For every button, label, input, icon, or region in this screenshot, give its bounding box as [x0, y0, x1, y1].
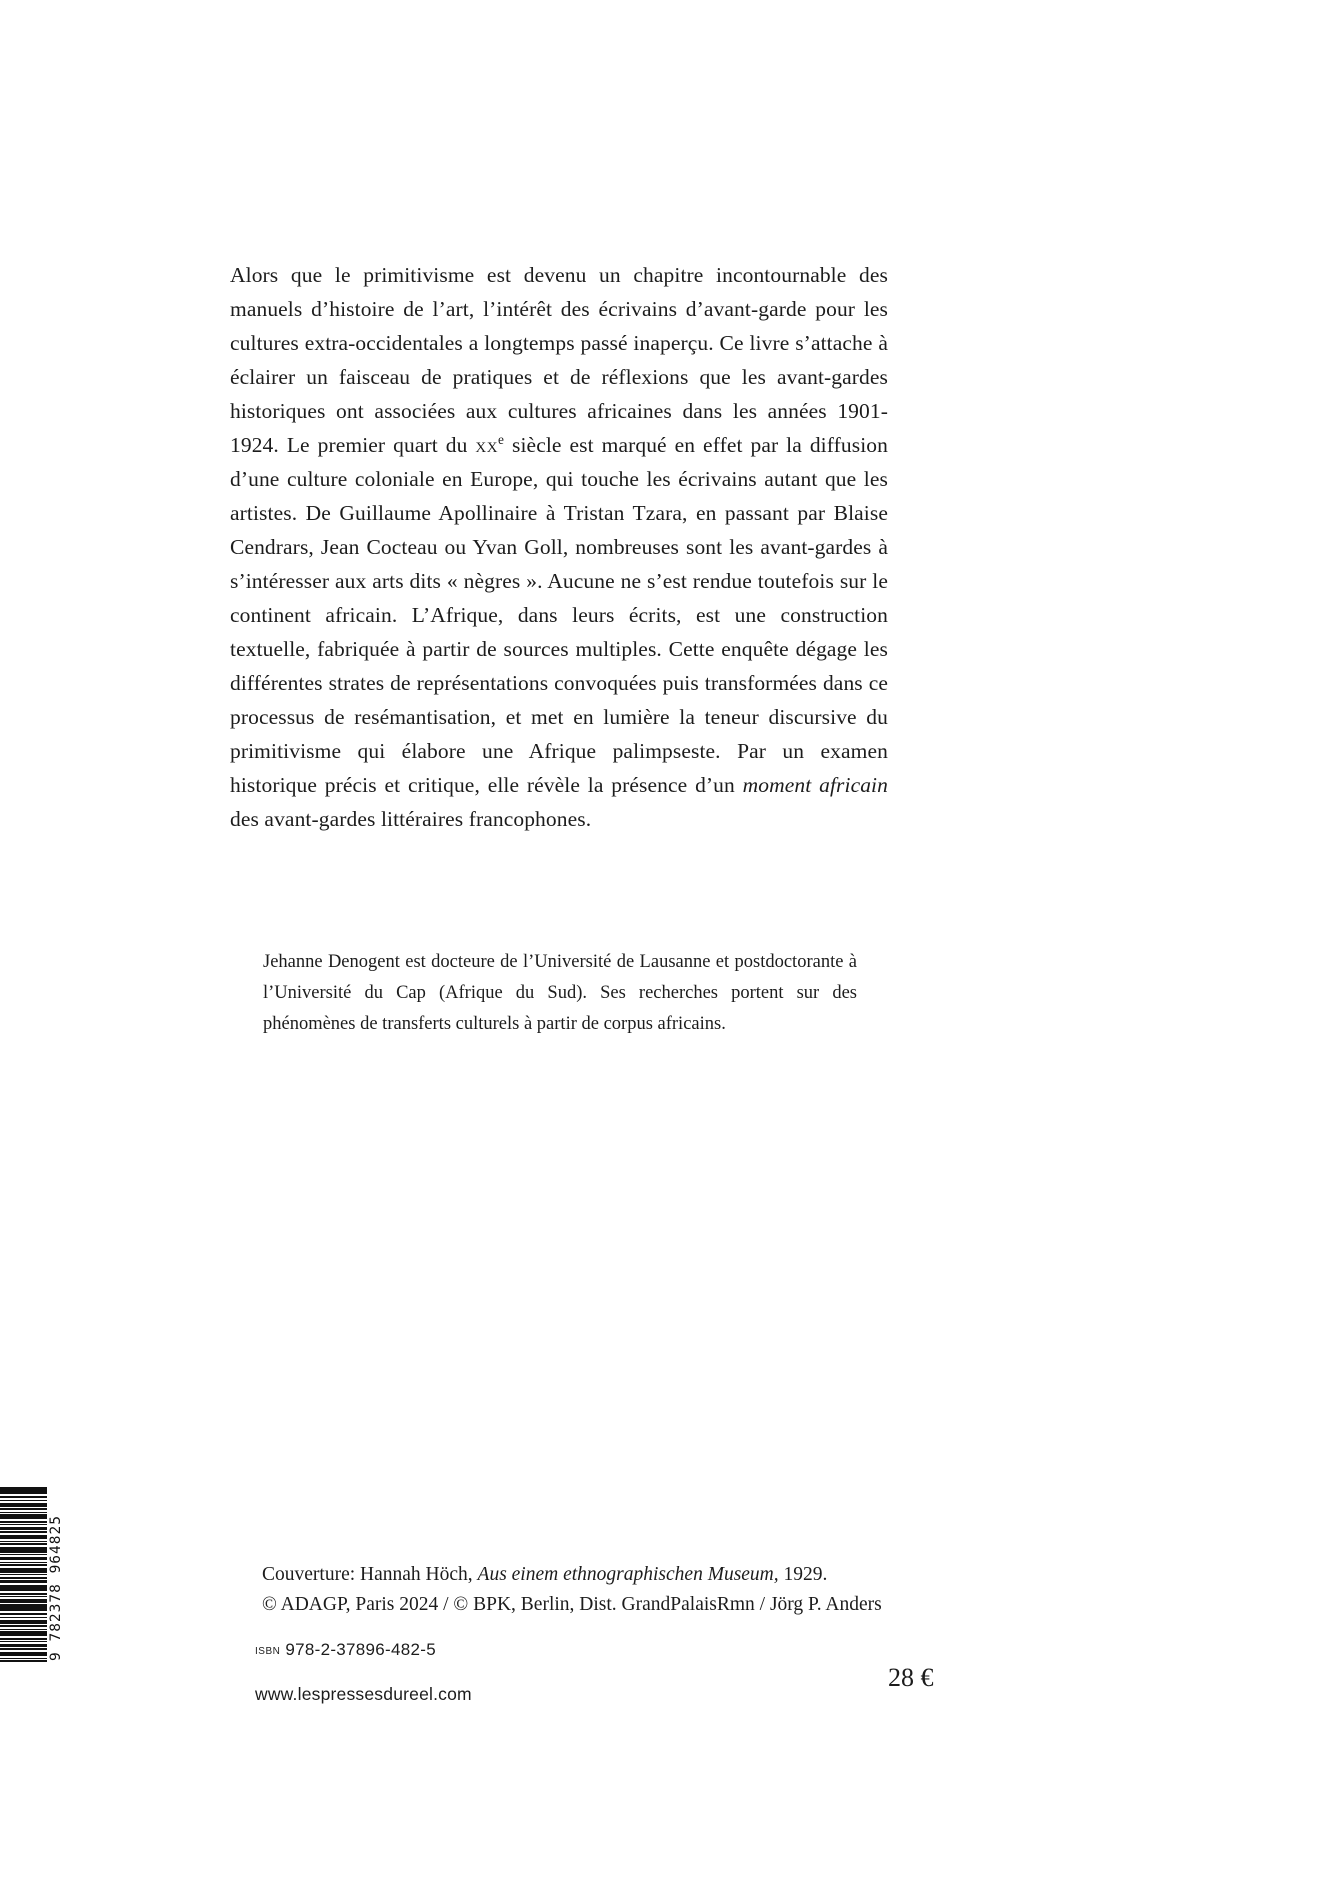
text-segment-superscript: e [498, 431, 505, 447]
book-blurb-paragraph [230, 258, 888, 836]
barcode-bar [0, 1604, 47, 1611]
isbn-line [255, 1640, 436, 1660]
text-segment-smallcaps: xx [475, 432, 499, 457]
barcode-bars [0, 1487, 47, 1663]
barcode-number: 9 782378 964825 [48, 1515, 64, 1661]
barcode-gap [0, 1662, 47, 1663]
ean-barcode [0, 1487, 70, 1663]
cover-credit-line [262, 1560, 882, 1590]
publisher-website: www.lespressesdureel.com [255, 1684, 472, 1704]
text-segment-normal: siècle est marqué en effet par la diffusion d’une culture coloniale en Europe, qui touche les écrivains autant que les artistes. De Guillaume Apollinaire à Tristan Tzara, en passant par Blaise Cendrars, Jean Cocteau ou Yvan Goll, nombreuses sont les avant-gardes à s’intéresser aux arts dits « nègres ». Aucune ne s’est rendue toutefois sur le continent africain. L’Afrique, dans leurs écrits, est une construction textuelle, fabriquée à partir de sources multiples. Cette enquête dégage les différentes strates de représentations convoquées puis transformées dans ce processus de resémantisation, et met en lumière la teneur discursive du primitivisme qui élabore une Afrique palimpseste. Par un examen historique précis et critique, elle révèle la présence d’un [230, 432, 888, 797]
text-segment-normal: des avant-gardes littéraires francophones. [230, 806, 592, 831]
isbn-value: 978-2-37896-482-5 [285, 1640, 436, 1659]
barcode-bar [0, 1487, 47, 1494]
text-segment-normal: Couverture: Hannah Höch, [262, 1564, 478, 1585]
text-segment-italic: moment africain [742, 772, 888, 797]
copyright-credit-line: © ADAGP, Paris 2024 / © BPK, Berlin, Dist. GrandPalaisRmn / Jörg P. Anders [262, 1594, 882, 1615]
price: 28 € [888, 1663, 934, 1692]
text-segment-normal: Alors que le primitivisme est devenu un chapitre incontournable des manuels d’histoire de l’art, l’intérêt des écrivains d’avant-garde pour les cultures extra-occidentales a longtemps passé inaperçu. Ce livre s’attache à éclairer un faisceau de pratiques et de réflexions que les avant-gardes historiques ont associées aux cultures africaines dans les années 1901-1924. Le premier quart du [230, 262, 888, 457]
isbn-label: ISBN [255, 1646, 281, 1657]
text-segment-normal: 1929. [778, 1564, 828, 1585]
cover-credits [262, 1560, 882, 1620]
text-segment-italic: Aus einem ethnographischen Museum, [477, 1564, 779, 1585]
author-bio-paragraph: Jehanne Denogent est docteure de l’Université de Lausanne et postdoctorante à l’Université du Cap (Afrique du Sud). Ses recherches portent sur des phénomènes de transferts culturels à partir de corpus africains. [263, 951, 857, 1034]
